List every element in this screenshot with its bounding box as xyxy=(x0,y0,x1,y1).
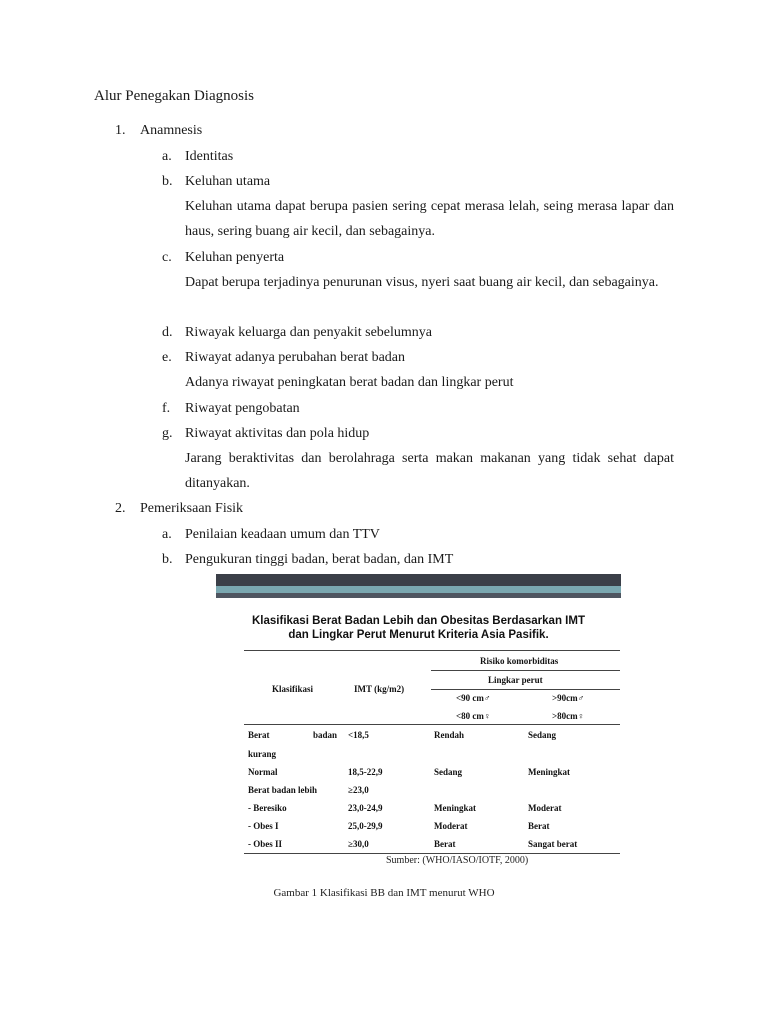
row-5-risk-high: Berat xyxy=(528,821,550,831)
item-1g-label: Riwayat aktivitas dan pola hidup xyxy=(185,426,370,441)
item-2a-label: Penilaian keadaan umum dan TTV xyxy=(185,527,380,542)
section-2-number: 2. xyxy=(115,501,126,516)
row-2-risk-high: Meningkat xyxy=(528,767,571,777)
item-2b-letter: b. xyxy=(162,552,173,567)
row-2-imt: 18,5-22,9 xyxy=(348,767,383,777)
page-title: Alur Penegakan Diagnosis xyxy=(94,88,254,104)
item-2b-label: Pengukuran tinggi badan, berat badan, dan IMT xyxy=(185,552,454,567)
header-low-female: <80 cm♀ xyxy=(456,711,491,721)
risk-underline xyxy=(431,670,620,671)
figure-title-line-2: dan Lingkar Perut Menurut Kriteria Asia Pasifik. xyxy=(288,629,549,641)
item-1b-letter: b. xyxy=(162,174,173,189)
header-imt: IMT (kg/m2) xyxy=(354,684,405,694)
header-low-male: <90 cm♂ xyxy=(456,693,491,703)
item-1a-letter: a. xyxy=(162,149,172,164)
row-4-imt: 23,0-24,9 xyxy=(348,803,383,813)
header-band-dark xyxy=(216,574,621,586)
header-lingkar: Lingkar perut xyxy=(488,675,543,685)
figure-caption: Gambar 1 Klasifikasi BB dan IMT menurut WHO xyxy=(273,887,495,899)
item-1c-letter: c. xyxy=(162,250,172,265)
item-1b-detail: Keluhan utama dapat berupa pasien sering cepat merasa lelah, seing merasa lapar dan haus, sering buang air kecil, dan sebagainya. xyxy=(185,199,674,239)
item-1e-detail: Adanya riwayat peningkatan berat badan dan lingkar perut xyxy=(185,375,514,390)
item-1e-label: Riwayat adanya perubahan berat badan xyxy=(185,350,406,365)
item-1c-label: Keluhan penyerta xyxy=(185,250,285,265)
item-1g-letter: g. xyxy=(162,426,173,441)
item-1f-letter: f. xyxy=(162,401,171,416)
row-1-klasifikasi-c: kurang xyxy=(248,749,277,759)
figure-title xyxy=(216,614,621,642)
header-band-teal xyxy=(216,586,621,593)
row-6-klasifikasi: - Obes II xyxy=(248,839,283,849)
item-1g-detail: Jarang beraktivitas dan berolahraga serta makan makanan yang tidak sehat dapat ditanyakan. xyxy=(185,451,674,491)
figure-bmi-table xyxy=(216,574,621,878)
section-1-heading: Anamnesis xyxy=(140,123,203,138)
row-1-imt: <18,5 xyxy=(348,730,369,740)
row-5-imt: 25,0-29,9 xyxy=(348,821,383,831)
figure-source: Sumber: (WHO/IASO/IOTF, 2000) xyxy=(386,855,529,866)
section-1-number: 1. xyxy=(115,123,126,138)
row-2-risk-low: Sedang xyxy=(434,767,463,777)
row-4-risk-low: Meningkat xyxy=(434,803,477,813)
row-1-klasifikasi-b: badan xyxy=(313,730,338,740)
item-1b-label: Keluhan utama xyxy=(185,174,271,189)
table-bottom-rule xyxy=(244,853,620,854)
row-6-risk-high: Sangat berat xyxy=(528,839,578,849)
header-klasifikasi: Klasifikasi xyxy=(272,684,314,694)
table-top-rule xyxy=(244,650,620,651)
item-1a-label: Identitas xyxy=(185,149,234,164)
figure-title-line-1: Klasifikasi Berat Badan Lebih dan Obesitas Berdasarkan IMT xyxy=(252,615,585,627)
item-1d-letter: d. xyxy=(162,325,173,340)
row-6-imt: ≥30,0 xyxy=(348,839,369,849)
row-3-klasifikasi: Berat badan lebih xyxy=(248,785,318,795)
header-band-slate xyxy=(216,593,621,598)
header-high-female: >80cm♀ xyxy=(552,711,585,721)
row-6-risk-low: Berat xyxy=(434,839,456,849)
row-1-risk-low: Rendah xyxy=(434,730,465,740)
section-2-heading: Pemeriksaan Fisik xyxy=(140,501,244,516)
row-5-klasifikasi: - Obes I xyxy=(248,821,279,831)
header-risk: Risiko komorbiditas xyxy=(480,656,559,666)
header-high-male: >90cm♂ xyxy=(552,693,585,703)
lingkar-underline xyxy=(431,689,620,690)
item-2a-letter: a. xyxy=(162,527,172,542)
row-5-risk-low: Moderat xyxy=(434,821,468,831)
item-1f-label: Riwayat pengobatan xyxy=(185,401,300,416)
item-1e-letter: e. xyxy=(162,350,172,365)
header-bottom-rule xyxy=(244,724,620,725)
row-4-klasifikasi: - Beresiko xyxy=(248,803,287,813)
row-1-risk-high: Sedang xyxy=(528,730,557,740)
row-3-imt: ≥23,0 xyxy=(348,785,369,795)
item-1c-detail: Dapat berupa terjadinya penurunan visus, nyeri saat buang air kecil, dan sebagainya. xyxy=(185,275,659,290)
row-2-klasifikasi: Normal xyxy=(248,767,278,777)
row-1-klasifikasi-a: Berat xyxy=(248,730,270,740)
item-1d-label: Riwayak keluarga dan penyakit sebelumnya xyxy=(185,325,432,340)
row-4-risk-high: Moderat xyxy=(528,803,562,813)
